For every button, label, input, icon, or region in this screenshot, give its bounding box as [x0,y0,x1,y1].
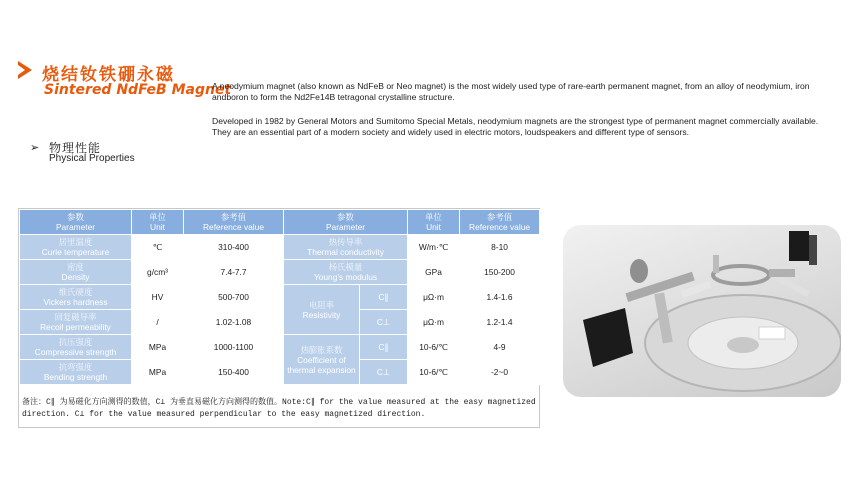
arc-segment-magnet [583,308,633,367]
title-chinese: 烧结钕铁硼永磁 [42,65,175,85]
header-reference-right: 参考值 Reference value [460,210,540,235]
properties-table-container [18,208,540,428]
table-note: 备注：C∥ 为易磁化方向测得的数值，C⊥ 为垂直易磁化方向测得的数值。Note:C∥ for the value measured at the easy magnetized direction. C⊥ for the value measured perpendicular to the easy magnetized direction. [22,398,536,419]
header-unit-right: 单位 Unit [408,210,460,235]
section-arrow-icon: ➢ [30,142,40,154]
table-row: 抗压强度 Compressive strength MPa 1000-1100 热膨胀系数 Coefficient of thermal expansion C∥ 10-6/℃ 4-9 [20,335,540,360]
black-block-magnet [789,231,809,261]
small-ring-magnet [713,266,769,284]
description-paragraph-1: A neodymium magnet (also known as NdFeB or Neo magnet) is the most widely used type of rare-earth permanent magnet, from an alloy of neodymium, iron andboron to form the Nd2Fe14B tetragonal crystalline structure. [212,81,810,102]
resistivity-label: 电阻率 Resistivity [284,285,360,335]
expansion-label: 热膨胀系数 Coefficient of thermal expansion [284,335,360,385]
description-paragraph-2: Developed in 1982 by General Motors and Sumitomo Special Metals, neodymium magnets are the strongest type of permanent magnet commercially available. They are an essential part of a modern society and widely used in electric motors, loudspeakers and different type of sensors. [212,116,819,137]
section-title-chinese: 物理性能 [49,141,102,155]
table-header-row [20,210,540,235]
table-row: 回复磁导率 Recoil permeability / 1.02-1.08 C⊥ μΩ·m 1.2-1.4 [20,310,540,335]
header-parameter: 参数 Parameter [20,210,132,235]
magnets-photo [563,225,841,397]
disc-magnet [630,259,648,283]
header-unit: 单位 Unit [132,210,184,235]
table-row: 密度 Density g/cm³ 7.4-7.7 杨氏模量 Young's modulus GPa 150-200 [20,260,540,285]
properties-table [19,209,540,385]
title-english: Sintered NdFeB Magnet [44,82,232,98]
table-row: 抗弯强度 Bending strength MPa 150-400 C⊥ 10-6/℃ -2~0 [20,360,540,385]
table-row: 居里温度 Curie temperature ℃ 310-400 热传导率 Thermal conductivity W/m·℃ 8-10 [20,235,540,260]
section-title-english: Physical Properties [49,153,135,164]
table-row: 维氏硬度 Vickers hardness HV 500-700 电阻率 Resistivity C∥ μΩ·m 1.4-1.6 [20,285,540,310]
header-reference: 参考值 Reference value [184,210,284,235]
header-arrow-icon [18,61,32,79]
header-parameter-right: 参数 Parameter [284,210,408,235]
